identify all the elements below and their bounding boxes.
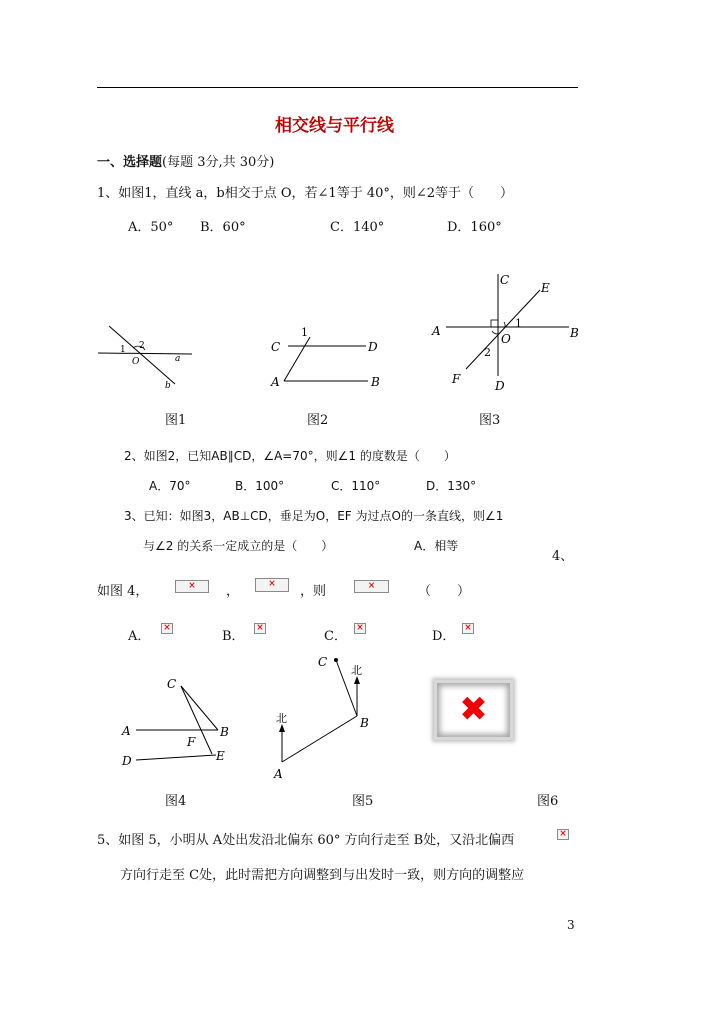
fig5-arrowhead-a	[279, 724, 285, 732]
q1-option-d: D．160°	[447, 220, 502, 235]
q2-option-c: C．110°	[331, 479, 381, 493]
fig3-label-c: C	[500, 273, 510, 287]
fig3-caption: 图3	[479, 413, 501, 428]
fig4-label-d: D	[122, 754, 132, 768]
fig3-arc-2	[492, 331, 498, 334]
fig2-transversal	[284, 337, 310, 381]
fig1-label-o: O	[132, 357, 140, 367]
q4-comma-2: ，则	[300, 584, 327, 599]
q4-missing-image-2	[255, 578, 289, 592]
fig3-label-d: D	[495, 379, 505, 393]
fig4-line-de	[136, 755, 216, 760]
fig4-line-cb	[181, 686, 218, 730]
fig3-label-2: 2	[484, 346, 491, 359]
q5-line2: 方向行走至 C处，此时需把方向调整到与出发时一致，则方向的调整应	[120, 868, 525, 883]
q4-option-c: C．	[324, 629, 347, 644]
q4-option-b-image	[254, 623, 266, 634]
fig4-label-b: B	[220, 725, 229, 739]
q1-option-c: C．140°	[330, 220, 385, 235]
figure-4	[118, 672, 233, 772]
fig4-label-f: F	[187, 735, 196, 749]
fig5-path-ab	[282, 716, 357, 762]
q4-option-d: D．	[432, 629, 456, 644]
fig4-caption: 图4	[165, 794, 187, 809]
fig2-caption: 图2	[307, 413, 329, 428]
fig2-label-b: B	[371, 375, 380, 389]
fig1-caption: 图1	[165, 413, 187, 428]
figure-3	[428, 268, 588, 394]
fig2-label-1: 1	[301, 326, 308, 339]
fig3-label-f: F	[452, 372, 461, 386]
section-head: 一、选择题	[97, 155, 163, 170]
fig5-caption: 图5	[352, 794, 374, 809]
figure-5	[268, 648, 383, 783]
section-heading	[97, 151, 274, 170]
page-number: 3	[567, 918, 575, 932]
q2-option-b: B．100°	[235, 479, 285, 493]
fig5-point-c	[334, 658, 338, 662]
q3-option-a: A．相等	[414, 539, 459, 553]
figure-1	[95, 320, 195, 395]
q1-text: 1、如图1，直线 a，b相交于点 O，若∠1等于 40°，则∠2等于（ ）	[97, 186, 514, 201]
section-note: (每题 3分,共 30分)	[162, 155, 275, 170]
figure-2	[268, 322, 388, 397]
header-rule	[97, 87, 578, 88]
fig1-label-1: 1	[120, 345, 126, 355]
fig3-label-1: 1	[515, 317, 522, 330]
fig2-label-c: C	[271, 340, 281, 354]
fig4-label-c: C	[167, 677, 177, 691]
fig3-label-o: O	[501, 332, 511, 346]
q4-option-c-image	[354, 623, 366, 634]
q4-number: 4、	[552, 549, 574, 564]
q5-missing-image	[557, 829, 569, 840]
fig5-label-a: A	[274, 767, 283, 781]
fig3-right-angle	[491, 320, 498, 327]
fig3-label-b: B	[570, 326, 579, 340]
fig5-label-north-a: 北	[276, 712, 287, 725]
fig5-label-b: B	[360, 716, 369, 730]
fig6-missing-image	[434, 680, 513, 740]
q3-line2: 与∠2 的关系一定成立的是（ ）	[143, 539, 334, 553]
fig1-label-2: 2	[139, 341, 145, 351]
fig1-label-b: b	[165, 381, 171, 391]
fig3-label-e: E	[541, 281, 550, 295]
fig1-line-b	[109, 326, 175, 384]
q1-option-b: B．60°	[200, 220, 246, 235]
q4-missing-image-3	[354, 580, 389, 593]
fig4-label-e: E	[216, 749, 225, 763]
q1-option-a: A．50°	[128, 220, 174, 235]
q4-missing-image-1	[175, 580, 209, 593]
q2-option-a: A．70°	[149, 479, 191, 493]
fig6-caption: 图6	[537, 794, 559, 809]
fig5-label-c: C	[318, 655, 328, 669]
fig3-label-a: A	[432, 324, 441, 338]
page-title: 相交线与平行线	[275, 116, 394, 136]
fig3-line-ef	[466, 290, 540, 369]
q3-line1: 3、已知：如图3，AB⊥CD，垂足为O，EF 为过点O的一条直线，则∠1	[124, 509, 504, 523]
q4-prefix: 如图 4，	[97, 584, 149, 599]
q4-comma-1: ，	[226, 584, 240, 599]
q4-option-a: A．	[128, 629, 151, 644]
q4-option-a-image	[161, 623, 173, 634]
q2-text: 2、如图2，已知AB∥CD，∠A=70°，则∠1 的度数是（ ）	[124, 449, 456, 463]
q2-option-d: D．130°	[426, 479, 477, 493]
q5-line1: 5、如图 5，小明从 A处出发沿北偏东 60° 方向行走至 B处，又沿北偏西	[97, 833, 515, 848]
fig1-label-a: a	[175, 354, 181, 364]
q4-option-b: B．	[222, 629, 245, 644]
fig2-label-d: D	[368, 340, 378, 354]
q4-paren: （ ）	[418, 584, 471, 599]
fig2-label-a: A	[271, 375, 280, 389]
fig4-line-ce	[181, 686, 212, 754]
fig5-arrowhead-b	[354, 676, 360, 684]
fig3-arc-1	[504, 322, 505, 327]
q4-option-d-image	[462, 623, 474, 634]
fig5-label-north-b: 北	[351, 664, 362, 677]
fig4-label-a: A	[122, 724, 131, 738]
